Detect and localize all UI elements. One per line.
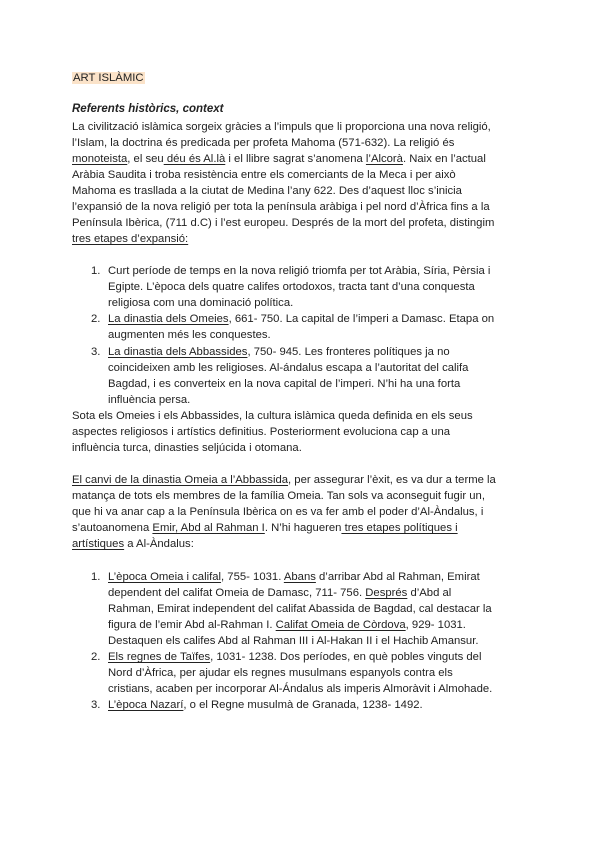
text-run: , 929- 1031. (405, 619, 466, 631)
underlined-term: Els regnes de Taïfes (108, 651, 211, 663)
text-run: a Al-Àndalus: (124, 538, 194, 550)
list2-item-2-number: 2. (91, 651, 101, 663)
text-run: i el llibre sagrat s’anomena (225, 153, 366, 165)
text-run: , el seu (127, 153, 164, 165)
list1-item-1-number: 1. (91, 265, 101, 277)
intro-line-2: l’Islam, la doctrina és predicada per profeta Mahoma (571-632). La religió és (72, 137, 455, 149)
list1-item-1-line-2: Egipte. L’època dels quatre califes ortodoxos, tracta tant d’una conquesta (108, 281, 475, 293)
underlined-term: Abans (283, 571, 316, 583)
document-title (72, 71, 145, 85)
text-run: d’arribar Abd al Rahman, Emirat (315, 571, 480, 583)
text-run: , 755- 1031. (221, 571, 284, 583)
underlined-term: Califat Omeia de Còrdova (275, 619, 406, 631)
list1-item-3-line-2: coincideixen amb les religioses. Al-ándalus escapa a l’autoritat del califa (108, 362, 469, 374)
text-run: s’autoanomena (72, 522, 153, 534)
underlined-term: monoteista (72, 153, 128, 165)
list2-item-1-line-4 (108, 618, 466, 632)
list2-item-1-line-1 (108, 570, 480, 584)
text-run: dependent del califat Omeia de Damasc, 711- 756. (108, 587, 366, 599)
list2-item-2-line-2: Nord d’Àfrica, per ajudar els regnes musulmans espanyols contra els (108, 667, 453, 679)
list1-item-1-line-3: religiosa com una dominació política. (108, 297, 294, 309)
list1-item-1-line-1: Curt període de temps en la nova religió triomfa per tot Aràbia, Síria, Pèrsia i (108, 265, 491, 277)
list1-item-2-line-1 (108, 312, 494, 326)
intro-line-6: l’expansió de la nova religió per tota la península aràbiga i pel nord d’Àfrica fins a la (72, 201, 490, 213)
intro-line-3 (72, 152, 486, 166)
intro-line-4: Aràbia Saudita i troba resistència entre els comerciants de la Meca i per això (72, 169, 456, 181)
underlined-term: tres etapes polítiques i (341, 522, 458, 534)
underlined-term: La dinastia dels Omeies (108, 313, 229, 325)
underlined-term: La dinastia dels Abbassides (108, 346, 248, 358)
para3-line-2: matança de tots els membres de la família Omeia. Tan sols va aconseguit fugir un, (72, 490, 485, 502)
list1-item-3-number: 3. (91, 346, 101, 358)
text-run: . N’hi hagueren (264, 522, 342, 534)
list2-item-3-number: 3. (91, 699, 101, 711)
intro-line-8 (72, 232, 188, 246)
para3-line-5 (72, 537, 194, 551)
para2-line-2: aspectes religiosos i artístics definitius. Posteriorment evoluciona cap a una (72, 426, 451, 438)
list2-item-2-line-1 (108, 650, 481, 664)
list2-item-1-line-5: Destaquen els califes Abd al Rahman III i Al-Hakan II i el Hachib Amansur. (108, 635, 479, 647)
text-run: , 750- 945. Les fronteres polítiques ja no (247, 346, 450, 358)
list2-item-3-line-1 (108, 698, 423, 712)
para3-line-3: que hi va anar cap a la Península Ibèrica on es va fer amb el poder d’Al-Àndalus, i (72, 506, 484, 518)
para2-line-3: influència turca, dinasties seljúcida i otomana. (72, 442, 302, 454)
text-run: d’Abd al (407, 587, 452, 599)
underlined-term: L’època Nazarí (108, 699, 184, 711)
underlined-term: Després (365, 587, 408, 599)
underlined-term: tres etapes d’expansió: (72, 233, 189, 245)
list1-item-3-line-1 (108, 345, 450, 359)
list1-item-3-line-4: influència persa. (108, 394, 191, 406)
para3-line-4 (72, 521, 458, 535)
list2-item-1-line-2 (108, 586, 451, 600)
para2-line-1: Sota els Omeies i els Abbassides, la cultura islàmica queda definida en els seus (72, 410, 473, 422)
list2-item-2-line-3: cristians, acaben per incorporar Al-Ándalus als imperis Almoràvit i Almohade. (108, 683, 493, 695)
section-heading: Referents històrics, context (72, 103, 224, 115)
list1-item-3-line-3: Bagdad, i es converteix en la nova capital de l’imperi. N’hi ha una forta (108, 378, 461, 390)
text-run: . Naix en l’actual (402, 153, 486, 165)
text-run: figura de l’emir Abd al-Rahman I. (108, 619, 276, 631)
list2-item-1-line-3: Rahman, Emirat independent del califat Abassida de Bagdad, cal destacar la (108, 603, 492, 615)
text-run: , o el Regne musulmà de Granada, 1238- 1492. (183, 699, 423, 711)
text-run: , per assegurar l’èxit, es va dur a terme la (288, 474, 496, 486)
para3-line-1 (72, 473, 496, 487)
intro-line-5: Mahoma es trasllada a la ciutat de Medina l’any 622. Des d’aquest lloc s’inicia (72, 185, 462, 197)
list1-item-2-line-2: augmenten més les conquestes. (108, 329, 271, 341)
underlined-term: artístiques (72, 538, 125, 550)
intro-line-7: Península Ibèrica, (711 d.C) i l’est europeu. Després de la mort del profeta, distingim (72, 217, 495, 229)
list2-item-1-number: 1. (91, 571, 101, 583)
underlined-term: déu és Al.là (163, 153, 226, 165)
underlined-term: Emir, Abd al Rahman I (152, 522, 265, 534)
underlined-term: l’Alcorà (365, 153, 403, 165)
underlined-term: El canvi de la dinastia Omeia a l’Abbassida (72, 474, 289, 486)
text-run: , 661- 750. La capital de l’imperi a Damasc. Etapa on (228, 313, 495, 325)
title-highlight: ART ISLÀMIC (73, 72, 144, 84)
list1-item-2-number: 2. (91, 313, 101, 325)
text-run: , 1031- 1238. Dos períodes, en què pobles vinguts del (210, 651, 482, 663)
underlined-term: L’època Omeia i califal (108, 571, 222, 583)
intro-line-1: La civilització islàmica sorgeix gràcies a l’impuls que li proporciona una nova religió, (72, 121, 491, 133)
